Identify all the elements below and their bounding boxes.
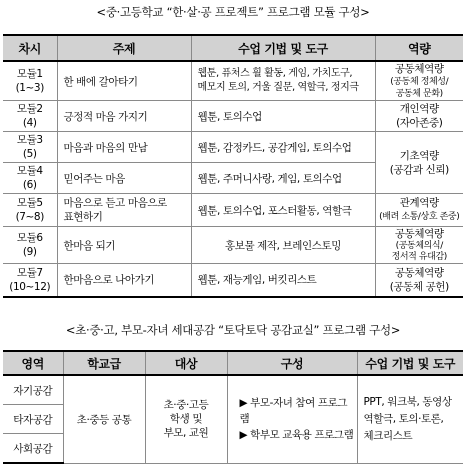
competency-title: 공동체역량 — [394, 63, 444, 75]
topic-cell: 마음과 마음의 만남 — [57, 132, 191, 163]
competency-sub: (공동체 공헌) — [389, 280, 449, 293]
methods-cell: 웹툰, 주머니사랑, 게임, 토의수업 — [191, 163, 375, 194]
school-level-cell: 초·중등 공통 — [63, 375, 145, 463]
competency-sub: (배려 소통/상호 존중) — [379, 212, 460, 222]
topic-cell: 한마음으로 나아가기 — [57, 264, 191, 297]
table-row — [3, 194, 463, 227]
competency-title: 관계역량 — [399, 197, 439, 209]
header-composition: 구성 — [227, 351, 357, 375]
topic-cell: 믿어주는 마음 — [57, 163, 191, 194]
session-cell: 모듈4 (6) — [3, 163, 57, 194]
module-table — [3, 34, 463, 298]
methods-cell: 웹툰, 재능게임, 버킷리스트 — [191, 264, 375, 297]
methods-cell: 웹툰, 토의수업 — [191, 101, 375, 132]
header-session: 차시 — [3, 35, 57, 61]
session-cell: 모듈6 (9) — [3, 227, 57, 264]
topic-cell: 마음으로 듣고 마음으로 표현하기 — [57, 194, 191, 227]
program-table — [3, 350, 463, 464]
header-topic: 주제 — [57, 35, 191, 61]
table-row — [3, 227, 463, 264]
composition-cell: ▶ 부모-자녀 참여 프로그램 ▶ 학부모 교육용 프로그램 — [227, 375, 357, 463]
topic-cell: 긍정적 마음 가지기 — [57, 101, 191, 132]
methods-cell: 웹툰, 퓨처스 휠 활동, 게임, 가치도구, 메모지 토의, 거울 질문, 역할극, 정지극 — [191, 61, 375, 101]
methods-cell: 홍보물 제작, 브레인스토밍 — [191, 227, 375, 264]
competency-title: 기초역량 — [399, 149, 439, 162]
header-school-level: 학교급 — [63, 351, 145, 375]
competency-title: 공동체역량 — [394, 228, 444, 240]
table1-caption: <중·고등학교 “한·살·공 프로젝트” 프로그램 모듈 구성> — [96, 5, 370, 19]
competency-cell — [375, 101, 463, 132]
methods-cell: PPT, 워크북, 동영상 역할극, 토의·토론, 체크리스트 — [357, 375, 463, 463]
competency-sub: (공동체의식/ 정서적 유대감) — [391, 241, 447, 262]
header-area: 영역 — [3, 351, 63, 375]
competency-cell — [375, 61, 463, 101]
table-header-row — [3, 35, 463, 61]
table-row — [3, 61, 463, 101]
competency-sub: (공동체 정체성/ 공동체 문화) — [390, 77, 449, 99]
table-row — [3, 264, 463, 297]
area-cell: 사회공감 — [3, 434, 63, 464]
table2-caption: <초·중·고, 부모-자녀 세대공감 “토닥토닥 공감교실” 프로그램 구성> — [65, 323, 401, 337]
competency-title: 공동체역량 — [394, 266, 444, 279]
competency-sub: (자아존중) — [396, 117, 443, 129]
table-row — [3, 101, 463, 132]
session-cell: 모듈5 (7~8) — [3, 194, 57, 227]
methods-cell: 웹툰, 감정카드, 공감게임, 토의수업 — [191, 132, 375, 163]
methods-cell: 웹툰, 토의수업, 포스터활동, 역할극 — [191, 194, 375, 227]
table-row — [3, 132, 463, 163]
competency-title: 개인역량 — [399, 103, 439, 115]
session-cell: 모듈7 (10~12) — [3, 264, 57, 297]
header-target: 대상 — [145, 351, 227, 375]
header-competency: 역량 — [375, 35, 463, 61]
topic-cell: 한 배에 갈아타기 — [57, 61, 191, 101]
target-cell: 초·중·고등 학생 및 부모, 교원 — [145, 375, 227, 463]
area-cell: 자기공감 — [3, 375, 63, 405]
header-methods: 수업 기법 및 도구 — [191, 35, 375, 61]
competency-cell — [375, 227, 463, 264]
area-cell: 타자공감 — [3, 405, 63, 434]
table-header-row — [3, 351, 463, 375]
table-row — [3, 375, 463, 405]
competency-cell — [375, 132, 463, 194]
session-cell: 모듈2 (4) — [3, 101, 57, 132]
session-cell: 모듈1 (1~3) — [3, 61, 57, 101]
header-methods: 수업 기법 및 도구 — [357, 351, 463, 375]
topic-cell: 한마음 되기 — [57, 227, 191, 264]
session-cell: 모듈3 (5) — [3, 132, 57, 163]
competency-cell — [375, 264, 463, 297]
competency-sub: (공감과 신뢰) — [389, 163, 449, 176]
competency-cell — [375, 194, 463, 227]
